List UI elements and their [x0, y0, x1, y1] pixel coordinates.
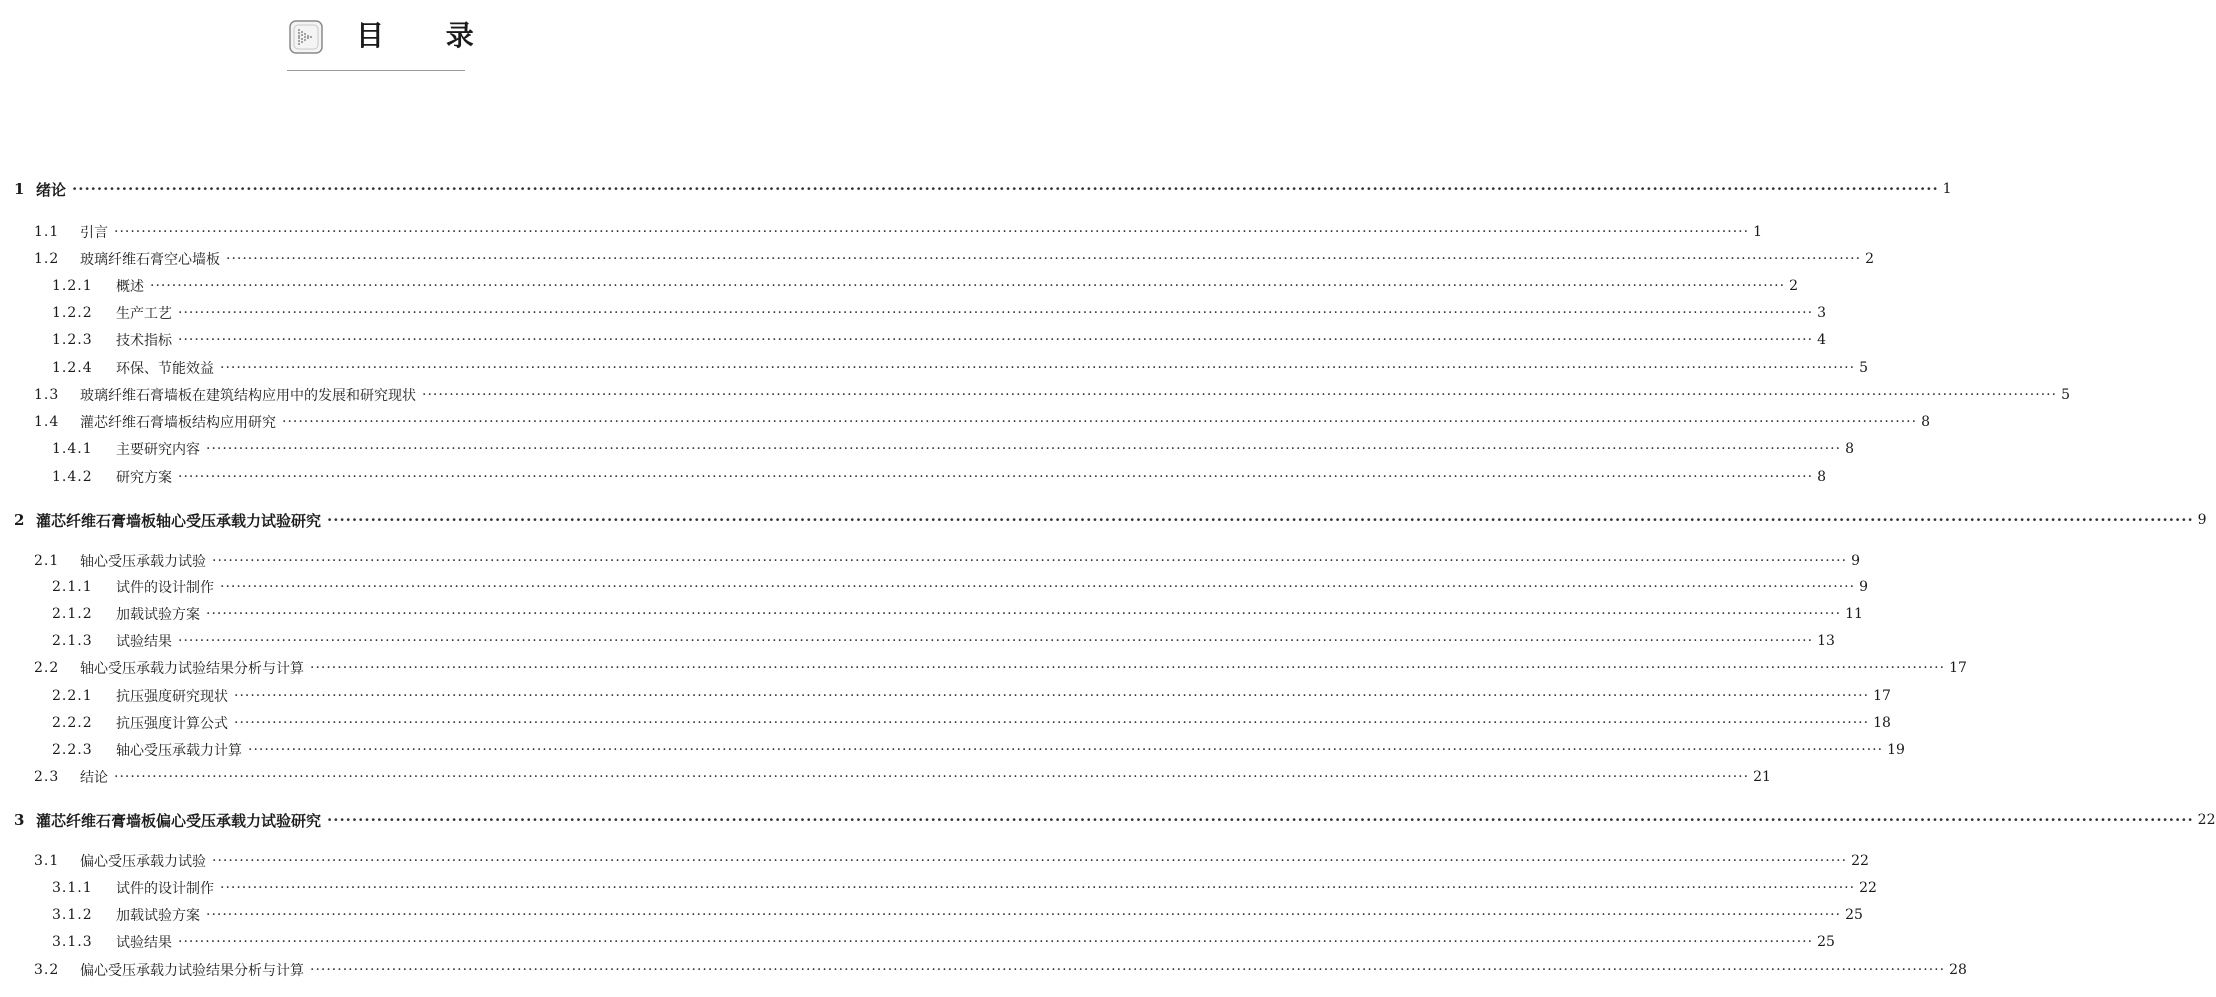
- toc-section-entry[interactable]: [52, 274, 1798, 298]
- toc-entry-number: 1.1: [34, 224, 60, 240]
- toc-entry-number: 1.4.1: [52, 441, 93, 457]
- toc-page-number: 9: [2197, 512, 2207, 528]
- toc-entry-title: 概述: [116, 279, 144, 295]
- toc-entry-number: 3: [14, 811, 25, 829]
- toc-leader-dots: ············································································································································································································································································································: [178, 469, 1814, 485]
- toc-entry-number: 1.4: [34, 414, 60, 430]
- toc-leader-dots: ············································································································································································································································································································: [114, 224, 1750, 240]
- toc-page-number: 8: [1921, 414, 1930, 430]
- toc-section-entry[interactable]: [34, 220, 1762, 244]
- toc-page-number: 25: [1845, 907, 1863, 923]
- toc-entry-number: 2.1: [34, 553, 60, 569]
- toc-leader-dots: ············································································································································································································································································································: [206, 441, 1842, 457]
- toc-entry-number: 1.2.3: [52, 332, 93, 348]
- toc-section-entry[interactable]: [52, 711, 1891, 735]
- toc-entry-number: 2.2.2: [52, 715, 93, 731]
- toc-entry-title: 绪论: [36, 180, 67, 199]
- toc-entry-title: 环保、节能效益: [116, 361, 214, 377]
- toc-entry-title: 技术指标: [116, 333, 172, 349]
- toc-entry-number: 1.3: [34, 387, 60, 403]
- toc-section-entry[interactable]: [52, 465, 1826, 489]
- toc-leader-dots: ············································································································································································································································································································: [212, 853, 1848, 869]
- toc-leader-dots: ············································································································································································································································································································: [72, 180, 1939, 198]
- toc-page-number: 22: [1851, 853, 1869, 869]
- toc-entry-title: 灌芯纤维石膏墙板偏心受压承载力试验研究: [36, 811, 322, 830]
- toc-entry-title: 试验结果: [116, 634, 172, 650]
- toc-entry-title: 抗压强度研究现状: [116, 689, 228, 705]
- toc-page-number: 1: [1942, 181, 1952, 197]
- toc-chapter-entry[interactable]: [14, 808, 2216, 832]
- toc-section-entry[interactable]: [52, 684, 1891, 708]
- toc-page-number: 25: [1817, 934, 1835, 950]
- toc-page-number: 2: [1789, 278, 1798, 294]
- toc-page-number: 28: [1949, 962, 1967, 978]
- toc-section-entry[interactable]: [34, 656, 1967, 680]
- toc-entry-number: 1.2.2: [52, 305, 93, 321]
- toc-entry-number: 3.1.3: [52, 934, 93, 950]
- toc-section-entry[interactable]: [34, 849, 1869, 873]
- toc-entry-title: 试件的设计制作: [116, 580, 214, 596]
- toc-entry-title: 加载试验方案: [116, 607, 200, 623]
- toc-entry-title: 玻璃纤维石膏墙板在建筑结构应用中的发展和研究现状: [80, 388, 416, 404]
- toc-section-entry[interactable]: [52, 328, 1826, 352]
- toc-entry-number: 2.3: [34, 769, 60, 785]
- toc-entry-title: 灌芯纤维石膏墙板轴心受压承载力试验研究: [36, 511, 322, 530]
- toc-leader-dots: ············································································································································································································································································································: [234, 688, 1870, 704]
- toc-page-number: 13: [1817, 633, 1835, 649]
- toc-entry-title: 轴心受压承载力试验结果分析与计算: [80, 661, 304, 677]
- toc-chapter-entry[interactable]: [14, 177, 1952, 201]
- toc-page-number: 5: [1859, 360, 1868, 376]
- toc-entry-number: 1: [14, 180, 25, 198]
- toc-entry-number: 3.2: [34, 962, 60, 978]
- toc-section-entry[interactable]: [34, 958, 1967, 982]
- toc-entry-title: 结论: [80, 770, 108, 786]
- toc-entry-number: 1.2.1: [52, 278, 93, 294]
- toc-section-entry[interactable]: [52, 629, 1835, 653]
- toc-entry-title: 试件的设计制作: [116, 881, 214, 897]
- toc-leader-dots: ············································································································································································································································································································: [178, 934, 1814, 950]
- toc-leader-dots: ············································································································································································································································································································: [422, 387, 2058, 403]
- toc-section-entry[interactable]: [52, 602, 1863, 626]
- toc-page-number: 18: [1873, 715, 1891, 731]
- toc-page-number: 4: [1817, 332, 1826, 348]
- toc-entry-title: 抗压强度计算公式: [116, 716, 228, 732]
- toc-section-entry[interactable]: [52, 301, 1826, 325]
- toc-leader-dots: ············································································································································································································································································································: [178, 332, 1814, 348]
- toc-page-number: 1: [1753, 224, 1762, 240]
- toc-entry-number: 1.4.2: [52, 469, 93, 485]
- toc-entry-number: 2.2.3: [52, 742, 93, 758]
- toc-section-entry[interactable]: [52, 356, 1868, 380]
- toc-section-entry[interactable]: [52, 903, 1863, 927]
- toc-section-entry[interactable]: [34, 247, 1874, 271]
- toc-leader-dots: ············································································································································································································································································································: [282, 414, 1918, 430]
- toc-entry-title: 生产工艺: [116, 306, 172, 322]
- toc-page-number: 3: [1817, 305, 1826, 321]
- toc-page-number: 8: [1817, 469, 1826, 485]
- toc-entry-title: 轴心受压承载力计算: [116, 743, 242, 759]
- page-title: 目 录: [356, 19, 500, 52]
- toc-leader-dots: ············································································································································································································································································································: [114, 769, 1750, 785]
- toc-leader-dots: ············································································································································································································································································································: [234, 715, 1870, 731]
- toc-entry-number: 2.2: [34, 660, 60, 676]
- toc-entry-title: 偏心受压承载力试验: [80, 854, 206, 870]
- toc-entry-number: 3.1.1: [52, 880, 93, 896]
- toc-leader-dots: ············································································································································································································································································································: [226, 251, 1862, 267]
- toc-page-number: 22: [1859, 880, 1877, 896]
- toc-page-number: 2: [1865, 251, 1874, 267]
- toc-leader-dots: ············································································································································································································································································································: [310, 962, 1946, 978]
- toc-page-number: 8: [1845, 441, 1854, 457]
- toc-entry-number: 2: [14, 511, 25, 529]
- toc-entry-number: 2.1.2: [52, 606, 93, 622]
- toc-entry-title: 引言: [80, 225, 108, 241]
- toc-chapter-entry[interactable]: [14, 508, 2207, 532]
- toc-leader-dots: ············································································································································································································································································································: [178, 633, 1814, 649]
- toc-leader-dots: ············································································································································································································································································································: [220, 579, 1856, 595]
- toc-page-number: 9: [1859, 579, 1868, 595]
- toc-section-entry[interactable]: [52, 575, 1868, 599]
- toc-section-entry[interactable]: [52, 437, 1854, 461]
- toc-entry-title: 偏心受压承载力试验结果分析与计算: [80, 963, 304, 979]
- toc-page-number: 19: [1887, 742, 1905, 758]
- toc-leader-dots: ············································································································································································································································································································: [178, 305, 1814, 321]
- toc-entry-title: 加载试验方案: [116, 908, 200, 924]
- toc-entry-title: 试验结果: [116, 935, 172, 951]
- toc-leader-dots: ············································································································································································································································································································: [327, 511, 2194, 529]
- toc-leader-dots: ············································································································································································································································································································: [220, 880, 1856, 896]
- toc-section-entry[interactable]: [34, 410, 1930, 434]
- toc-entry-title: 研究方案: [116, 470, 172, 486]
- toc-entry-number: 3.1: [34, 853, 60, 869]
- toc-section-entry[interactable]: [52, 930, 1835, 954]
- toc-entry-title: 轴心受压承载力试验: [80, 554, 206, 570]
- toc-leader-dots: ············································································································································································································································································································: [206, 606, 1842, 622]
- toc-page-number: 17: [1949, 660, 1967, 676]
- toc-entry-title: 玻璃纤维石膏空心墙板: [80, 252, 220, 268]
- toc-leader-dots: ············································································································································································································································································································: [212, 553, 1848, 569]
- toc-section-entry[interactable]: [34, 383, 2070, 407]
- toc-page-number: 11: [1845, 606, 1863, 622]
- toc-leader-dots: ············································································································································································································································································································: [220, 360, 1856, 376]
- toc-page-number: 21: [1753, 769, 1771, 785]
- toc-entry-title: 灌芯纤维石膏墙板结构应用研究: [80, 415, 276, 431]
- toc-leader-dots: ············································································································································································································································································································: [150, 278, 1786, 294]
- toc-entry-title: 主要研究内容: [116, 442, 200, 458]
- toc-entry-number: 2.1.1: [52, 579, 93, 595]
- toc-leader-dots: ············································································································································································································································································································: [248, 742, 1884, 758]
- toc-entry-number: 2.1.3: [52, 633, 93, 649]
- toc-leader-dots: ············································································································································································································································································································: [206, 907, 1842, 923]
- toc-page-number: 17: [1873, 688, 1891, 704]
- toc-section-entry[interactable]: [52, 738, 1905, 762]
- toc-section-entry[interactable]: [52, 876, 1877, 900]
- toc-entry-number: 3.1.2: [52, 907, 93, 923]
- toc-leader-dots: ············································································································································································································································································································: [327, 811, 2194, 829]
- toc-page-number: 22: [2197, 812, 2216, 828]
- toc-entry-number: 1.2: [34, 251, 60, 267]
- toc-entry-number: 2.2.1: [52, 688, 93, 704]
- toc-page-number: 9: [1851, 553, 1860, 569]
- toc-page-number: 5: [2061, 387, 2070, 403]
- toc-leader-dots: ············································································································································································································································································································: [310, 660, 1946, 676]
- toc-entry-number: 1.2.4: [52, 360, 93, 376]
- toc-section-entry[interactable]: [34, 765, 1771, 789]
- toc-section-entry[interactable]: [34, 549, 1860, 573]
